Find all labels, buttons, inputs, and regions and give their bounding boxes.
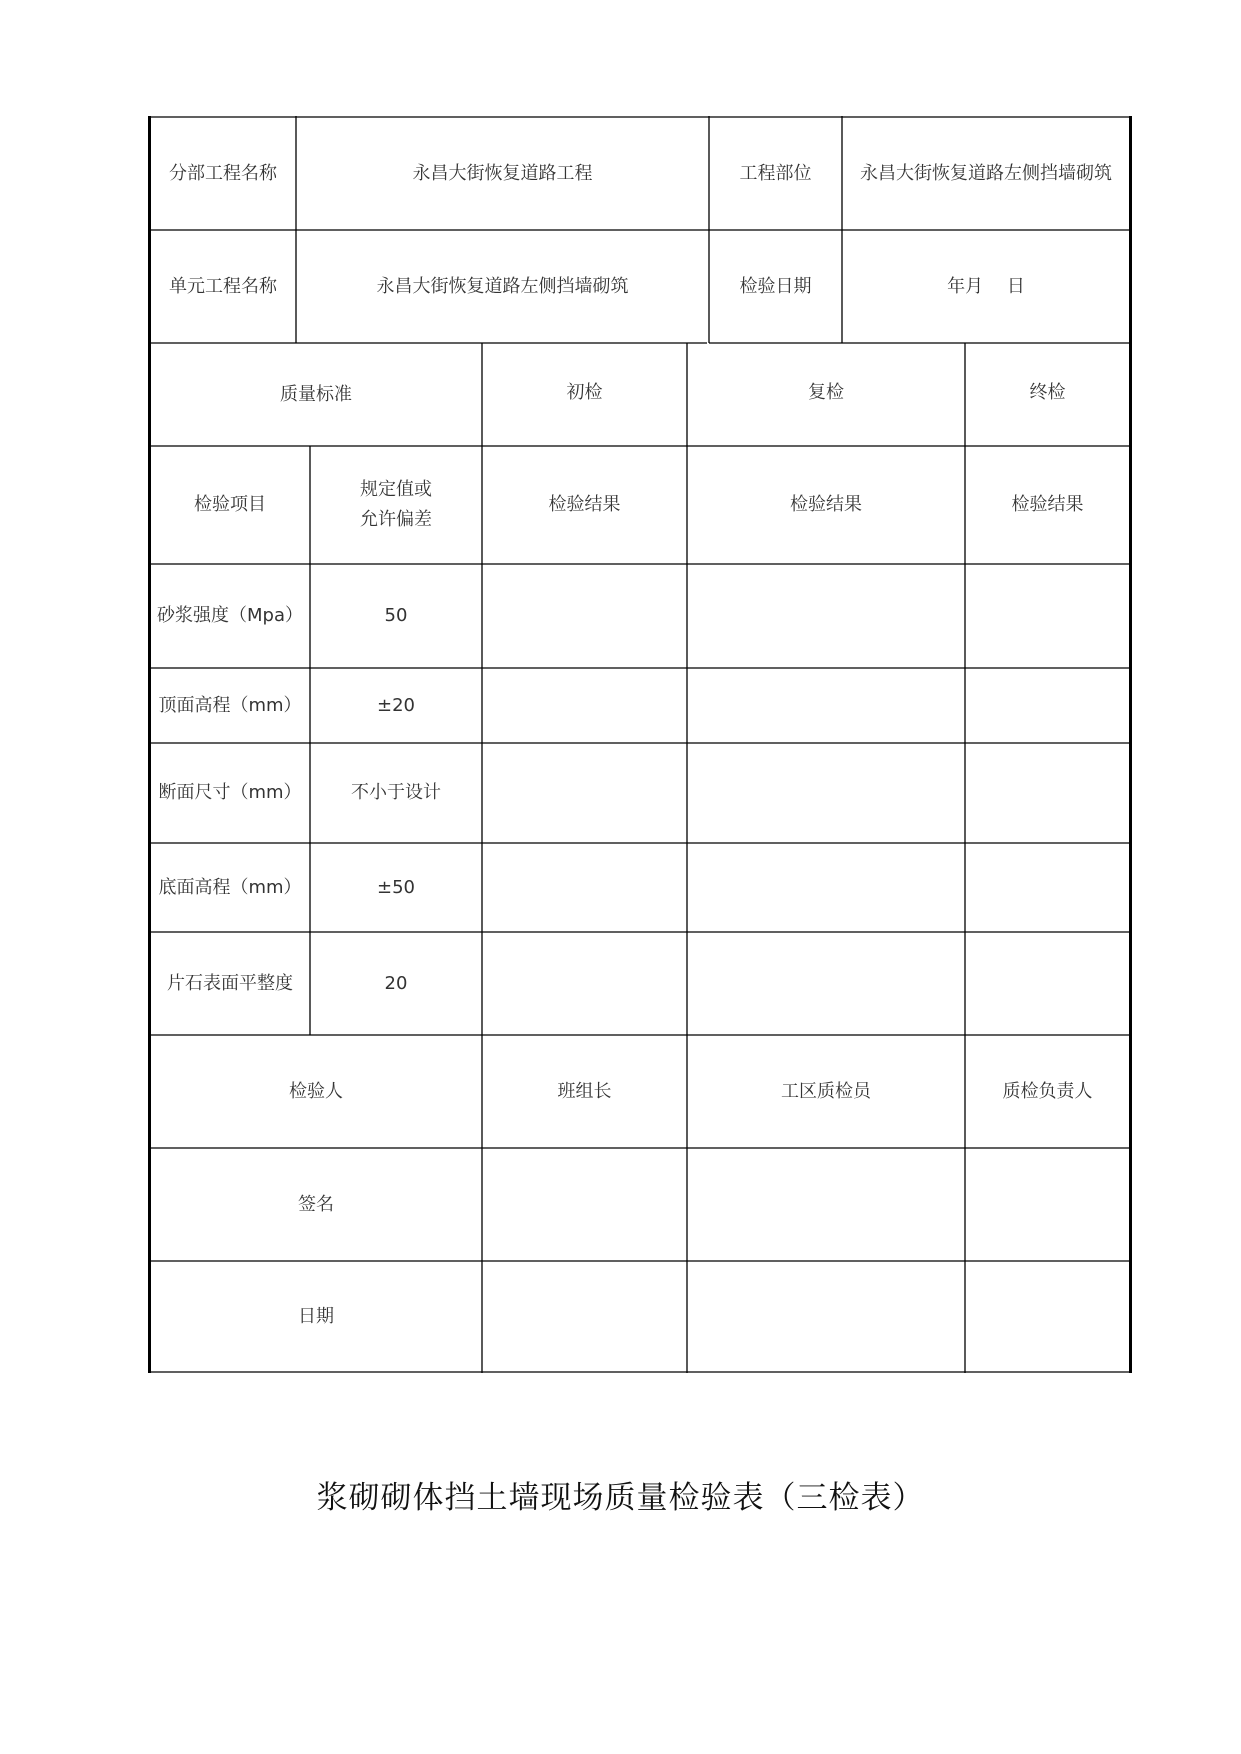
spec-tolerance-header [310, 446, 482, 564]
spec-tolerance-line2: 允许偏差 [360, 509, 432, 530]
item-second-result[interactable] [687, 932, 965, 1035]
item-spec: 50 [384, 605, 408, 626]
item-name: 砂浆强度（Mpa） [157, 605, 303, 626]
work-location-label: 工程部位 [739, 162, 812, 184]
item-final-result[interactable] [965, 668, 1130, 743]
final-result-header: 检验结果 [1011, 494, 1084, 515]
item-final-result[interactable] [965, 743, 1130, 843]
quality-standard-header: 质量标准 [280, 383, 352, 405]
item-spec: 不小于设计 [351, 782, 441, 803]
zone-inspector-header: 工区质检员 [781, 1080, 871, 1102]
item-first-result[interactable] [482, 564, 687, 668]
item-spec: ±50 [377, 876, 415, 898]
zone-inspector-date-field[interactable] [687, 1261, 965, 1372]
item-final-result[interactable] [965, 843, 1130, 932]
project-division-value: 永昌大街恢复道路工程 [412, 162, 593, 184]
qc-chief-signature-field[interactable] [965, 1148, 1130, 1261]
project-division-label: 分部工程名称 [169, 162, 277, 184]
item-name: 底面高程（mm） [158, 876, 302, 898]
date-label: 日期 [298, 1305, 334, 1327]
final-inspection-header: 终检 [1029, 382, 1066, 403]
item-name: 断面尺寸（mm） [158, 782, 302, 803]
item-final-result[interactable] [965, 932, 1130, 1035]
first-result-header: 检验结果 [548, 494, 621, 515]
item-spec: ±20 [377, 694, 415, 716]
item-second-result[interactable] [687, 668, 965, 743]
signature-label: 签名 [298, 1193, 334, 1215]
qc-chief-date-field[interactable] [965, 1261, 1130, 1372]
unit-project-value: 永昌大街恢复道路左侧挡墙砌筑 [376, 275, 629, 297]
item-spec: 20 [384, 972, 408, 994]
item-first-result[interactable] [482, 932, 687, 1035]
item-name: 片石表面平整度 [167, 972, 293, 994]
team-leader-date-field[interactable] [482, 1261, 687, 1372]
item-second-result[interactable] [687, 843, 965, 932]
inspector-header: 检验人 [289, 1080, 343, 1102]
inspection-date-value: 年月 日 [947, 275, 1025, 297]
first-inspection-header: 初检 [566, 382, 603, 403]
item-first-result[interactable] [482, 743, 687, 843]
team-leader-header: 班组长 [557, 1080, 612, 1102]
spec-tolerance-line1: 规定值或 [360, 479, 432, 500]
item-second-result[interactable] [687, 564, 965, 668]
item-final-result[interactable] [965, 564, 1130, 668]
item-second-result[interactable] [687, 743, 965, 843]
inspection-date-label: 检验日期 [739, 275, 812, 297]
item-name: 顶面高程（mm） [158, 694, 302, 716]
second-result-header: 检验结果 [790, 494, 862, 515]
team-leader-signature-field[interactable] [482, 1148, 687, 1261]
document-title: 浆砌砌体挡土墙现场质量检验表（三检表） [316, 1480, 925, 1516]
inspection-table [148, 116, 1132, 1373]
item-first-result[interactable] [482, 843, 687, 932]
work-location-value: 永昌大街恢复道路左侧挡墙砌筑 [860, 162, 1112, 184]
qc-chief-header: 质检负责人 [1002, 1080, 1093, 1102]
item-first-result[interactable] [482, 668, 687, 743]
unit-project-label: 单元工程名称 [169, 275, 277, 297]
inspection-item-header: 检验项目 [194, 494, 266, 515]
zone-inspector-signature-field[interactable] [687, 1148, 965, 1261]
second-inspection-header: 复检 [808, 382, 844, 403]
